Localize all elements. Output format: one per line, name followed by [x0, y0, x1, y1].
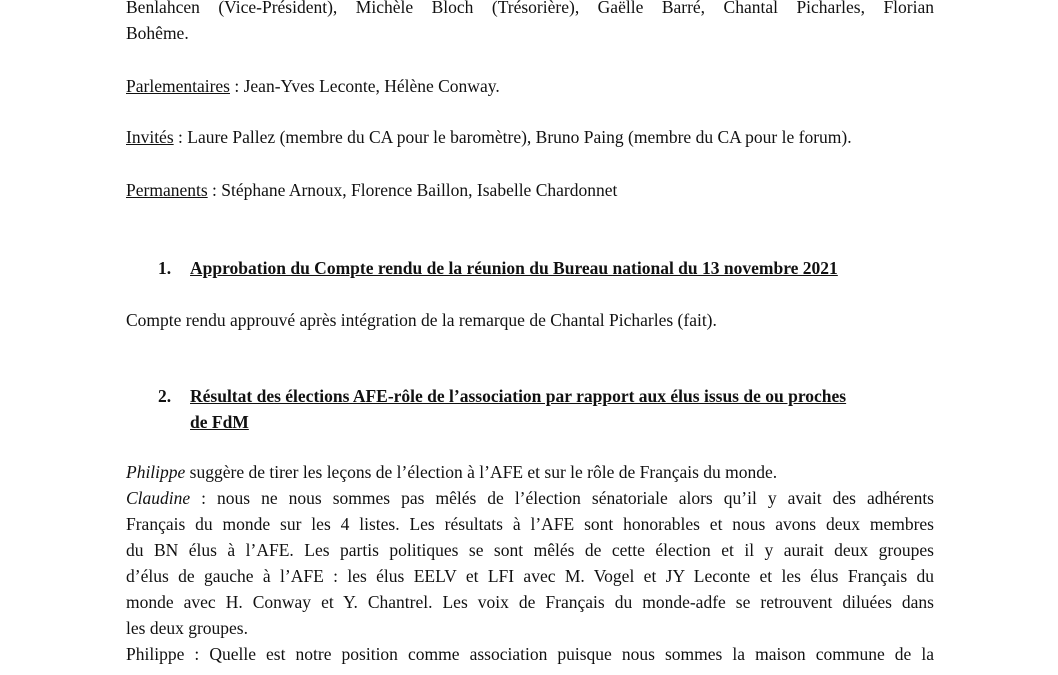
paragraph-claudine-line-4: d’élus de gauche à l’AFE : les élus EELV et LFI avec M. Vogel et JY Leconte et les élus Français du	[126, 566, 934, 586]
parlementaires-label: Parlementaires	[126, 76, 230, 96]
section-2-title-line-1: Résultat des élections AFE-rôle de l’association par rapport aux élus issus de ou proches	[190, 386, 847, 406]
speaker-philippe: Philippe	[126, 462, 186, 482]
paragraph-philippe-1	[126, 461, 777, 483]
permanents-label: Permanents	[126, 180, 208, 200]
section-2-title-line-2: de FdM	[190, 412, 249, 432]
paragraph-philippe-2-line-1: Philippe : Quelle est notre position comme association puisque nous sommes la maison commune de la	[126, 644, 934, 664]
parlementaires-text: : Jean-Yves Leconte, Hélène Conway.	[229, 76, 500, 96]
paragraph-claudine-line-1	[126, 487, 934, 509]
paragraph-claudine-line-3: du BN élus à l’AFE. Les partis politiques se sont mêlés de cette élection et il y aurait deux groupes	[126, 540, 934, 560]
invites-label: Invités	[126, 127, 174, 147]
section-1-title: Approbation du Compte rendu de la réunion du Bureau national du 13 novembre 2021	[190, 258, 838, 278]
parlementaires-line	[126, 75, 500, 97]
paragraph-claudine-line-5: monde avec H. Conway et Y. Chantrel. Les voix de Français du monde-adfe se retrouvent diluées dans	[126, 592, 934, 612]
section-2-title	[190, 383, 934, 435]
permanents-text: : Stéphane Arnoux, Florence Baillon, Isabelle Chardonnet	[207, 180, 618, 200]
members-line-1: Benlahcen (Vice-Président), Michèle Bloch (Trésorière), Gaëlle Barré, Chantal Picharles, Florian	[126, 0, 934, 17]
paragraph-claudine-line-6: les deux groupes.	[126, 618, 248, 638]
section-1-body: Compte rendu approuvé après intégration de la remarque de Chantal Picharles (fait).	[126, 310, 717, 330]
invites-text: : Laure Pallez (membre du CA pour le baromètre), Bruno Paing (membre du CA pour le forum).	[173, 127, 852, 147]
paragraph-claudine-line-2: Français du monde sur les 4 listes. Les résultats à l’AFE sont honorables et nous avons deux membres	[126, 514, 934, 534]
invites-line	[126, 126, 852, 148]
section-1-number: 1.	[158, 258, 172, 278]
paragraph-philippe-1-text: suggère de tirer les leçons de l’élection à l’AFE et sur le rôle de Français du monde.	[185, 462, 778, 482]
members-line-2: Bohême.	[126, 23, 189, 43]
section-1-heading	[158, 257, 838, 279]
section-2-number: 2.	[158, 386, 172, 406]
permanents-line	[126, 179, 617, 201]
speaker-claudine: Claudine	[126, 488, 191, 508]
section-2-heading	[158, 383, 934, 435]
paragraph-claudine-line-1-text: : nous ne nous sommes pas mêlés de l’élection sénatoriale alors qu’il y avait des adhérents	[190, 488, 934, 508]
